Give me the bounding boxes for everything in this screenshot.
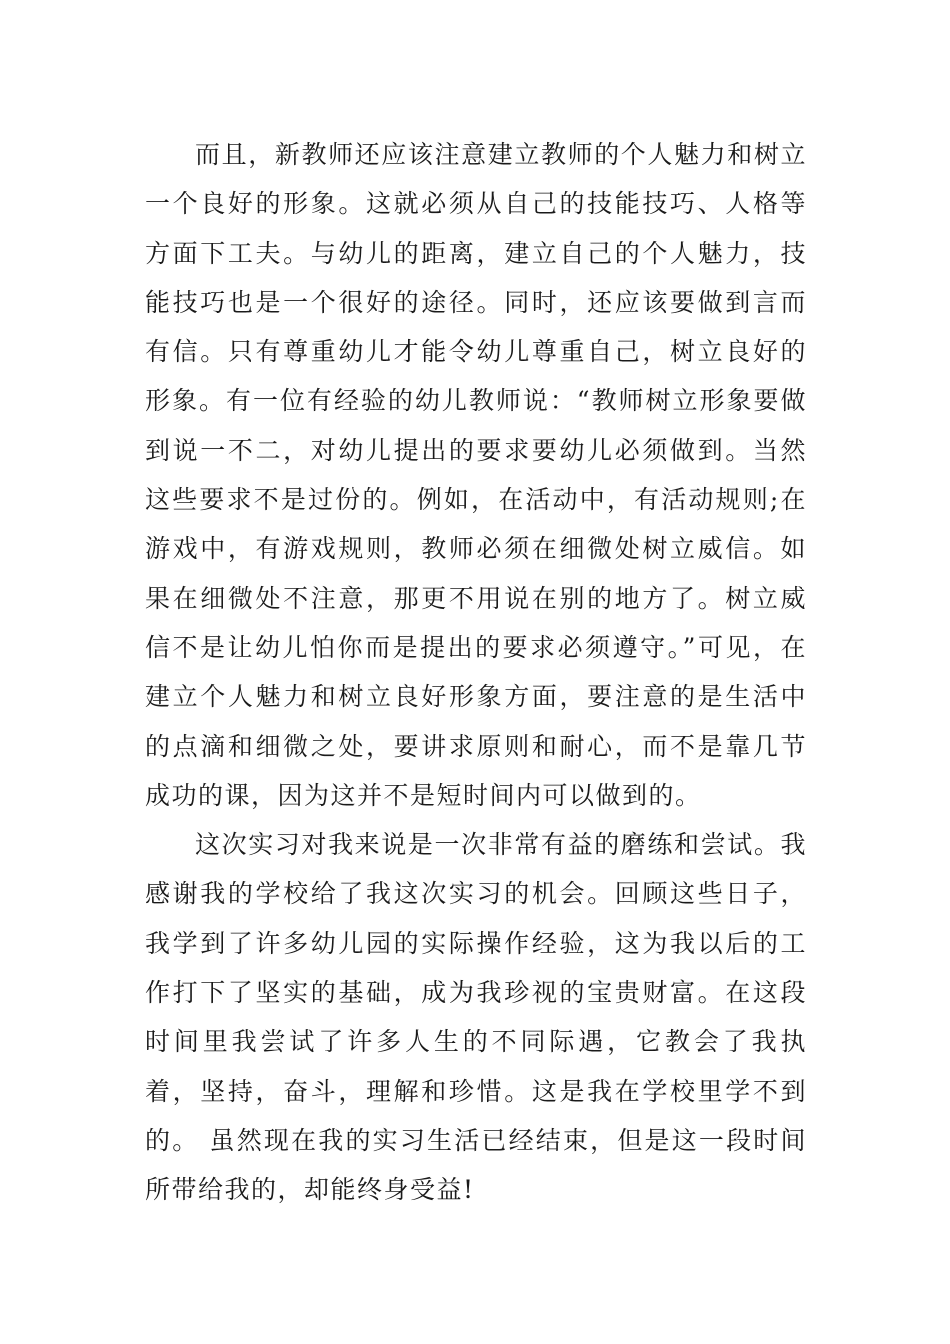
document-body (145, 130, 807, 1215)
paragraph-2: 这次实习对我来说是一次非常有益的磨练和尝试。我感谢我的学校给了我这次实习的机会。回顾这些日子，我学到了许多幼儿园的实际操作经验，这为我以后的工作打下了坚实的基础，成为我珍视的宝贵财富。在这段时间里我尝试了许多人生的不同际遇，它教会了我执着，坚持，奋斗，理解和珍惜。这是我在学校里学不到的。 虽然现在我的实习生活已经结束，但是这一段时间所带给我的，却能终身受益! (145, 830, 807, 1205)
paragraph-1: 而且，新教师还应该注意建立教师的个人魅力和树立一个良好的形象。这就必须从自己的技能技巧、人格等方面下工夫。与幼儿的距离，建立自己的个人魅力，技能技巧也是一个很好的途径。同时，还应该要做到言而有信。只有尊重幼儿才能令幼儿尊重自己，树立良好的形象。有一位有经验的幼儿教师说：“教师树立形象要做到说一不二，对幼儿提出的要求要幼儿必须做到。当然这些要求不是过份的。例如，在活动中，有活动规则;在游戏中，有游戏规则，教师必须在细微处树立威信。如果在细微处不注意，那更不用说在别的地方了。树立威信不是让幼儿怕你而是提出的要求必须遵守。”可见，在建立个人魅力和树立良好形象方面，要注意的是生活中的点滴和细微之处，要讲求原则和耐心，而不是靠几节成功的课，因为这并不是短时间内可以做到的。 (145, 140, 807, 810)
